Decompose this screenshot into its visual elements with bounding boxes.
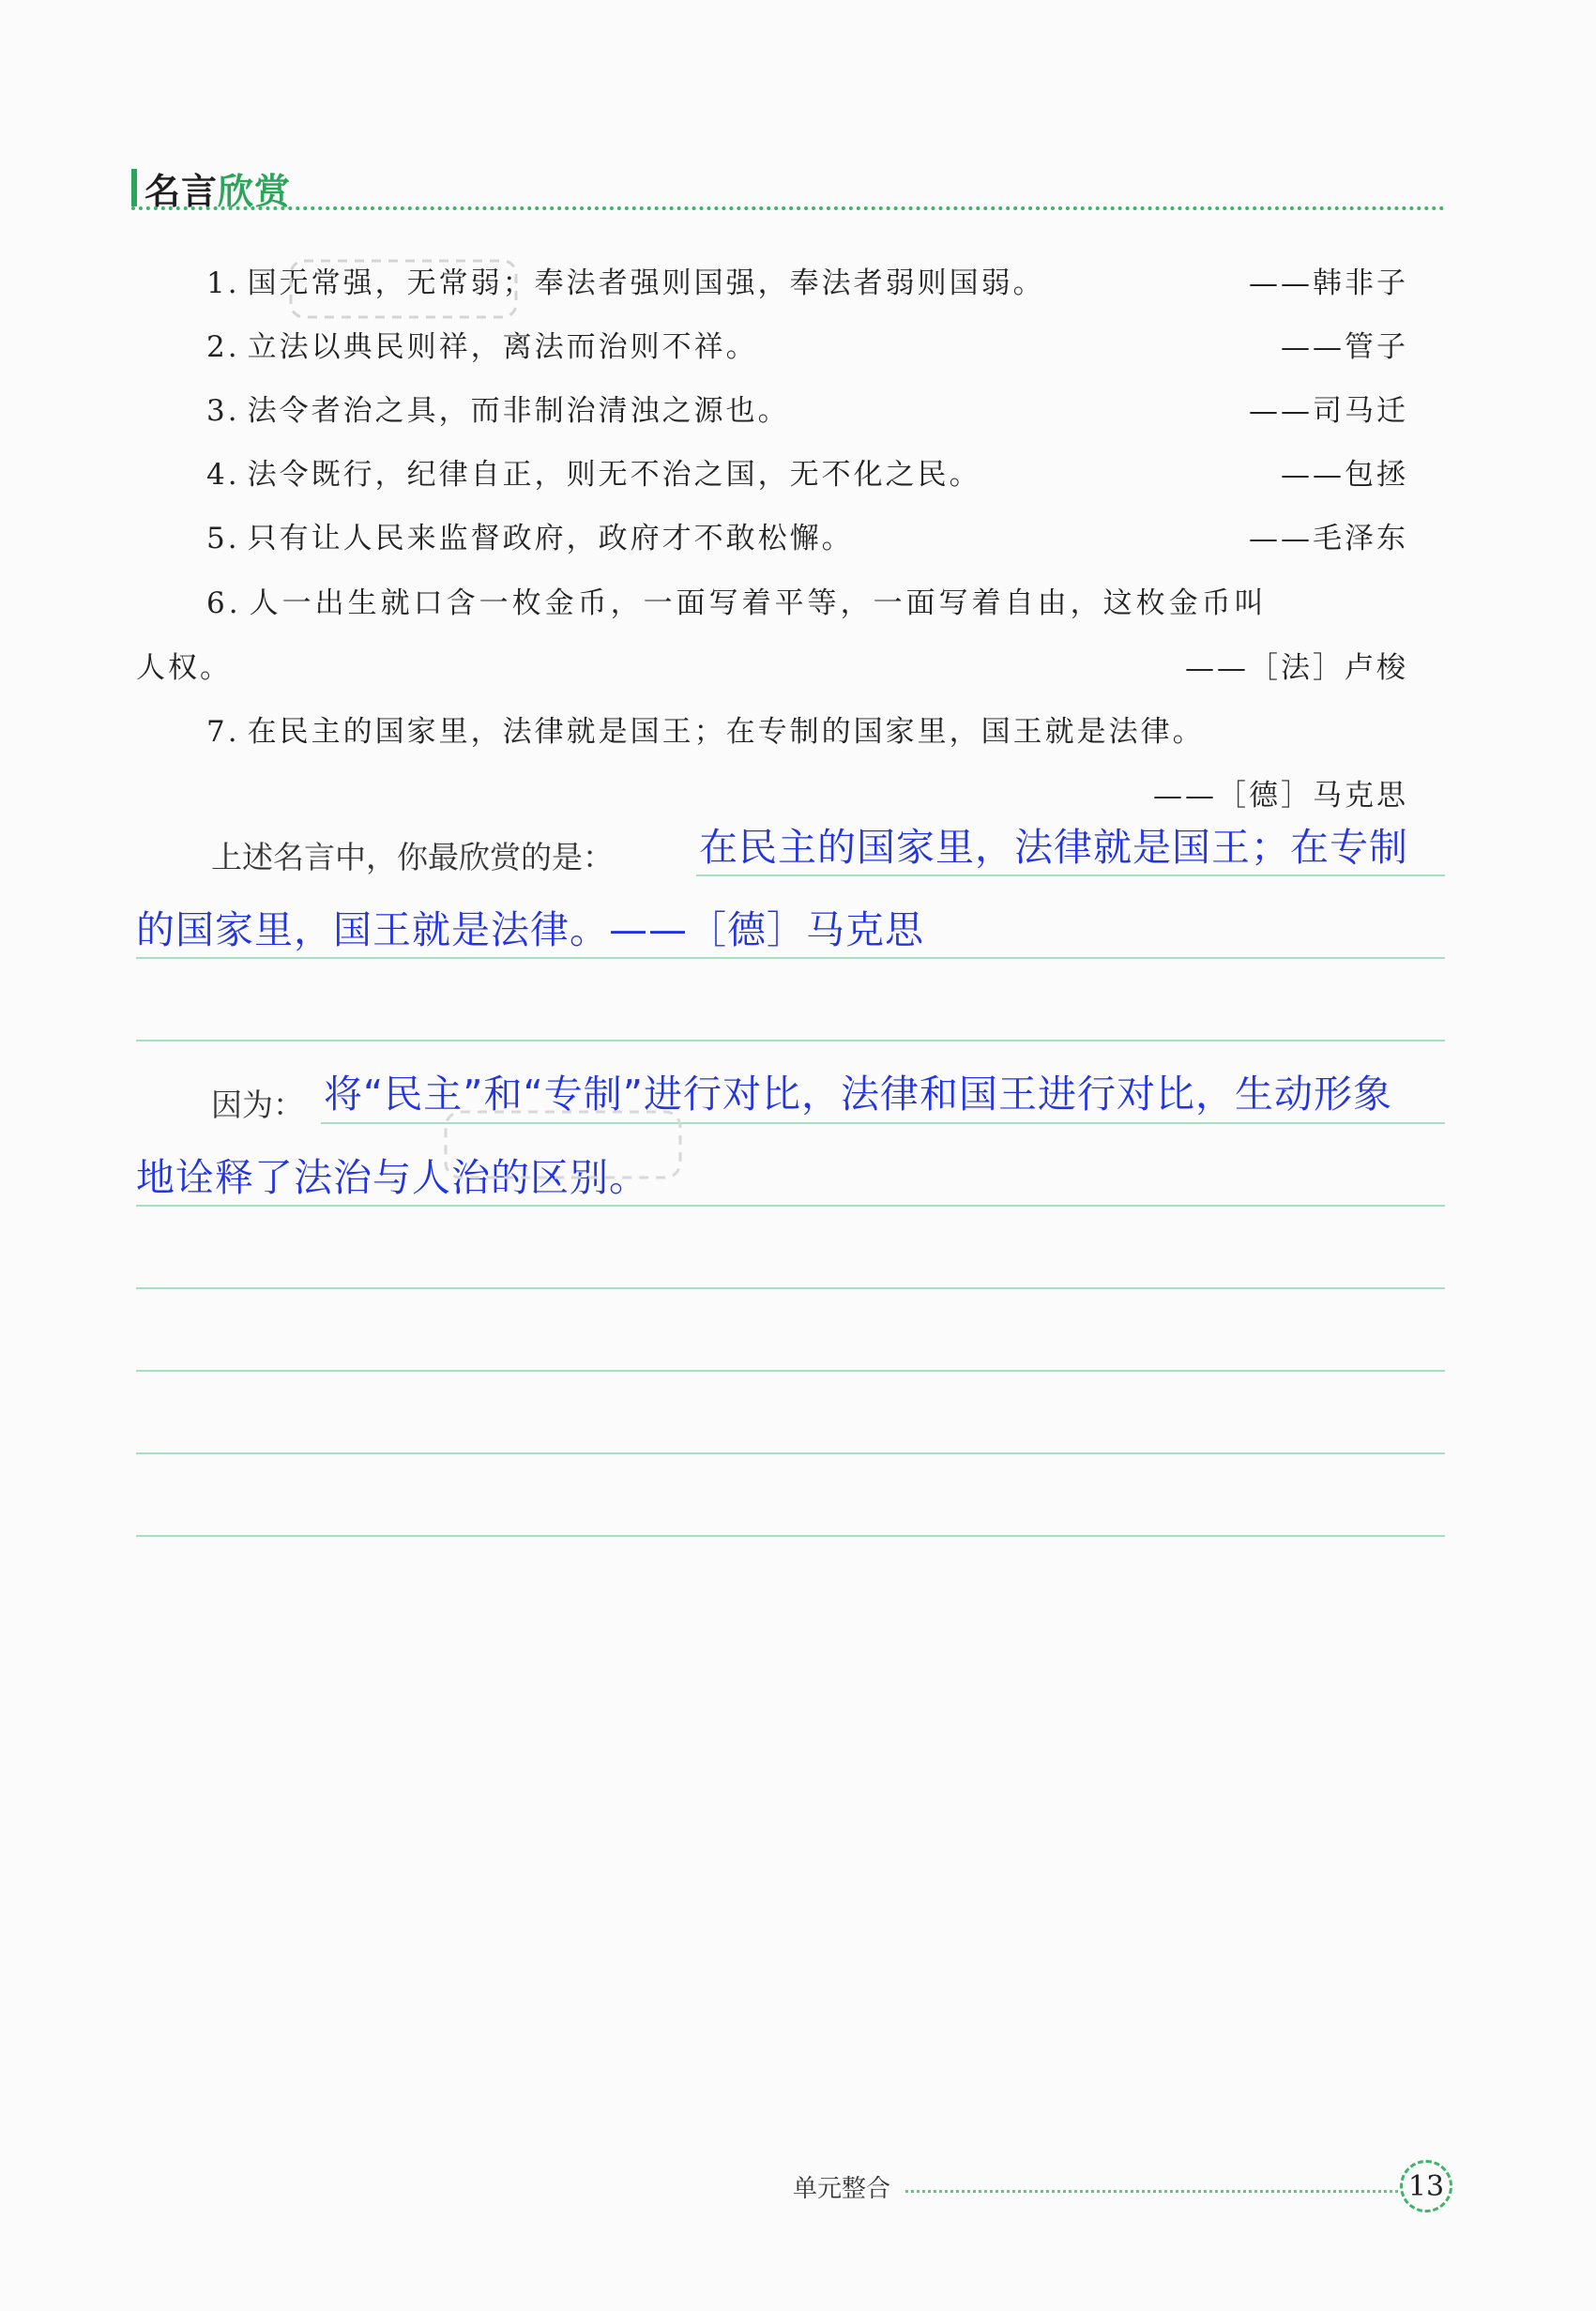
answer-rule bbox=[696, 874, 1445, 876]
quote-item bbox=[206, 450, 1426, 493]
quote-item bbox=[206, 387, 1426, 429]
quote-continuation: 人权。 bbox=[136, 651, 232, 685]
quote-number: 7. bbox=[206, 715, 240, 749]
quote-number: 3. bbox=[206, 394, 240, 428]
quote-author: ——韩非子 bbox=[1249, 266, 1408, 300]
footer-unit-label: 单元整合 bbox=[793, 2175, 891, 2203]
quote-author: ——毛泽东 bbox=[1249, 522, 1408, 555]
quote-number: 2. bbox=[206, 330, 240, 364]
footer-divider bbox=[905, 2190, 1398, 2193]
quote-author: ——司马迁 bbox=[1249, 394, 1408, 428]
page-number: 13 bbox=[1407, 2169, 1445, 2203]
answer-rule bbox=[136, 1452, 1445, 1454]
section-title-part2: 欣赏 bbox=[218, 170, 292, 212]
quote-text: 立法以典民则祥，离法而治则不祥。 bbox=[247, 330, 758, 364]
reason-answer-line1[interactable]: 将“民主”和“专制”进行对比，法律和国王进行对比，生动形象 bbox=[324, 1072, 1392, 1117]
quote-item bbox=[206, 514, 1426, 556]
answer-rule bbox=[136, 1287, 1445, 1289]
quote-number: 4. bbox=[206, 458, 240, 492]
answer-rule bbox=[136, 1370, 1445, 1372]
quote-author: ——管子 bbox=[1281, 330, 1408, 364]
reason-answer-line2[interactable]: 地诠释了法治与人治的区别。 bbox=[136, 1155, 648, 1200]
reason-prompt: 因为： bbox=[211, 1087, 304, 1123]
favorite-answer-line2[interactable]: 的国家里，国王就是法律。——［德］马克思 bbox=[136, 907, 924, 952]
quote-number: 1. bbox=[206, 266, 240, 300]
quote-item bbox=[206, 707, 1426, 750]
favorite-prompt: 上述名言中，你最欣赏的是： bbox=[211, 839, 614, 875]
quote-author: ——［德］马克思 bbox=[1153, 779, 1408, 813]
answer-rule bbox=[136, 1040, 1445, 1041]
quote-text: 法令既行，纪律自正，则无不治之国，无不化之民。 bbox=[247, 458, 981, 492]
quote-number: 5. bbox=[206, 522, 240, 555]
quote-text: 在民主的国家里，法律就是国王；在专制的国家里，国王就是法律。 bbox=[247, 715, 1205, 749]
section-title-part1: 名言 bbox=[144, 170, 219, 212]
answer-rule bbox=[136, 1535, 1445, 1537]
quote-author: ——［法］卢梭 bbox=[1185, 651, 1408, 685]
quote-number: 6. bbox=[206, 586, 242, 620]
quote-item bbox=[206, 323, 1426, 365]
section-divider bbox=[131, 206, 1445, 210]
quote-text: 法令者治之具，而非制治清浊之源也。 bbox=[247, 394, 790, 428]
heading-bar bbox=[131, 169, 137, 206]
quote-text: 只有让人民来监督政府，政府才不敢松懈。 bbox=[247, 522, 854, 555]
quote-item bbox=[206, 579, 1426, 621]
quote-text: 人一出生就口含一枚金币，一面写着平等，一面写着自由，这枚金币叫 bbox=[249, 586, 1268, 620]
favorite-answer-line1[interactable]: 在民主的国家里，法律就是国王；在专制 bbox=[699, 825, 1408, 870]
quote-item bbox=[206, 259, 1426, 301]
page-number-badge bbox=[1400, 2160, 1452, 2212]
answer-rule bbox=[321, 1122, 1445, 1124]
quote-author: ——包拯 bbox=[1281, 458, 1408, 492]
quote-text: 国无常强，无常弱；奉法者强则国强，奉法者弱则国弱。 bbox=[247, 266, 1045, 300]
answer-rule bbox=[136, 1205, 1445, 1207]
answer-rule bbox=[136, 957, 1445, 959]
